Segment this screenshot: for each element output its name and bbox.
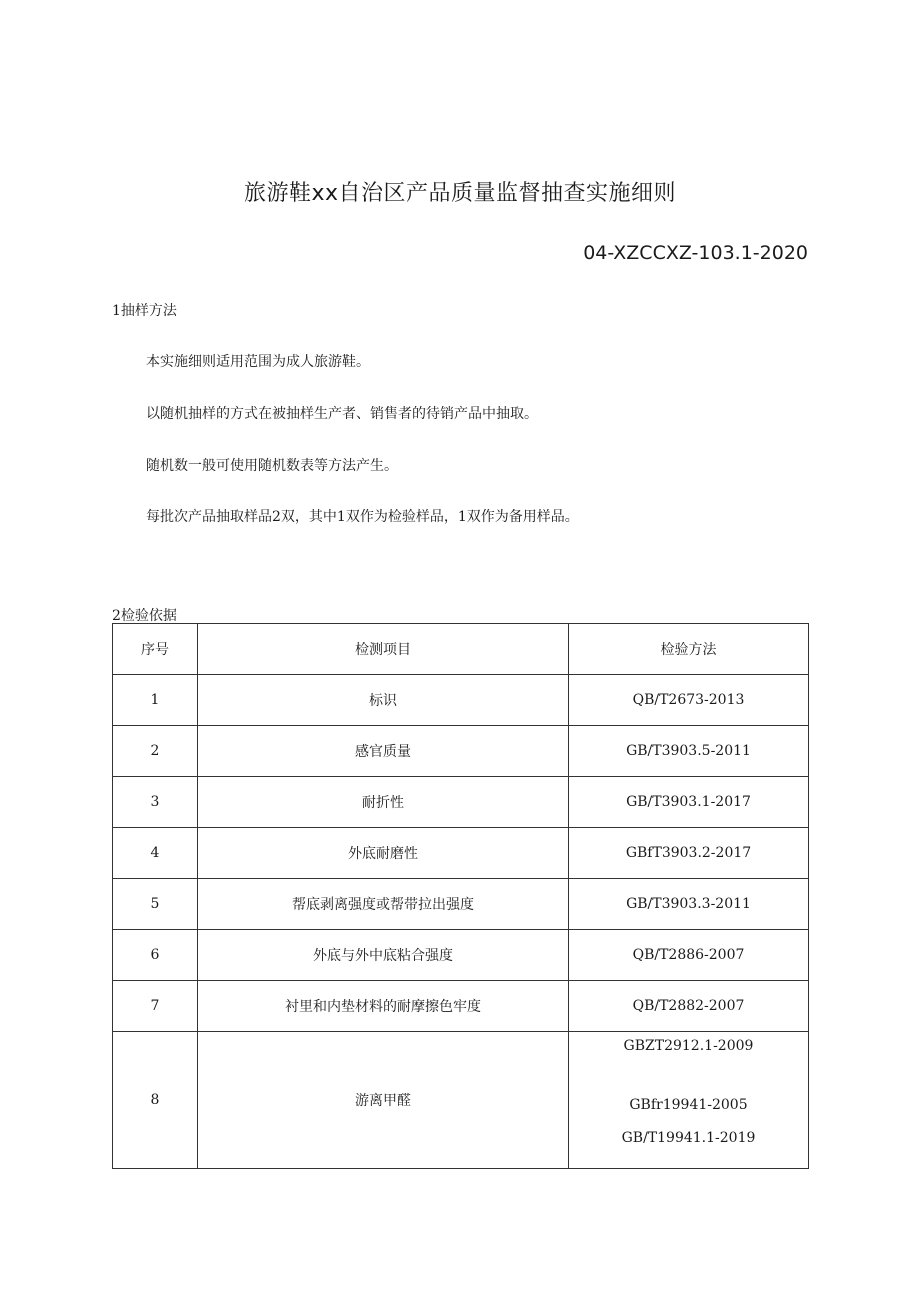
section-heading-inspection-basis: 2检验依据 bbox=[112, 608, 177, 624]
inspection-methods-table bbox=[112, 623, 809, 1169]
document-title: 旅游鞋xx自治区产品质量监督抽查实施细则 bbox=[243, 181, 677, 206]
cell-method: QB/T2886-2007 bbox=[569, 930, 809, 981]
cell-no: 6 bbox=[113, 930, 198, 981]
method-line: GBfr19941-2005 bbox=[629, 1097, 748, 1113]
cell-item: 游离甲醛 bbox=[198, 1032, 569, 1169]
paragraph-sample-quantity: 每批次产品抽取样品2双，其中1双作为检验样品，1双作为备用样品。 bbox=[146, 509, 579, 525]
table-row bbox=[113, 777, 809, 828]
method-line: GB/T19941.1-2019 bbox=[621, 1130, 756, 1146]
cell-no: 5 bbox=[113, 879, 198, 930]
table-row bbox=[113, 930, 809, 981]
table-row bbox=[113, 675, 809, 726]
method-line: GBZT2912.1-2009 bbox=[623, 1038, 754, 1054]
cell-no: 1 bbox=[113, 675, 198, 726]
header-method: 检验方法 bbox=[569, 624, 809, 675]
cell-method-multi bbox=[569, 1032, 809, 1169]
paragraph-scope: 本实施细则适用范围为成人旅游鞋。 bbox=[146, 354, 370, 370]
cell-item: 衬里和内垫材料的耐摩擦色牢度 bbox=[198, 981, 569, 1032]
cell-no: 8 bbox=[113, 1032, 198, 1169]
cell-method: QB/T2673-2013 bbox=[569, 675, 809, 726]
cell-method: GB/T3903.1-2017 bbox=[569, 777, 809, 828]
table-row bbox=[113, 1032, 809, 1169]
cell-item: 外底耐磨性 bbox=[198, 828, 569, 879]
cell-item: 感官质量 bbox=[198, 726, 569, 777]
cell-method: GBfT3903.2-2017 bbox=[569, 828, 809, 879]
cell-item: 标识 bbox=[198, 675, 569, 726]
header-item: 检测项目 bbox=[198, 624, 569, 675]
cell-item: 外底与外中底粘合强度 bbox=[198, 930, 569, 981]
cell-method: GB/T3903.5-2011 bbox=[569, 726, 809, 777]
cell-no: 4 bbox=[113, 828, 198, 879]
table-header-row bbox=[113, 624, 809, 675]
section-heading-sampling: 1抽样方法 bbox=[112, 303, 177, 319]
cell-no: 3 bbox=[113, 777, 198, 828]
paragraph-random-number: 随机数一般可使用随机数表等方法产生。 bbox=[146, 458, 398, 474]
paragraph-sampling-method: 以随机抽样的方式在被抽样生产者、销售者的待销产品中抽取。 bbox=[146, 406, 538, 422]
table-row bbox=[113, 726, 809, 777]
cell-no: 2 bbox=[113, 726, 198, 777]
cell-no: 7 bbox=[113, 981, 198, 1032]
header-no: 序号 bbox=[113, 624, 198, 675]
cell-item: 耐折性 bbox=[198, 777, 569, 828]
cell-method: GB/T3903.3-2011 bbox=[569, 879, 809, 930]
table-row bbox=[113, 981, 809, 1032]
table-row bbox=[113, 828, 809, 879]
cell-method: QB/T2882-2007 bbox=[569, 981, 809, 1032]
table-row bbox=[113, 879, 809, 930]
cell-item: 帮底剥离强度或帮带拉出强度 bbox=[198, 879, 569, 930]
document-number: 04-XZCCXZ-103.1-2020 bbox=[583, 242, 808, 264]
